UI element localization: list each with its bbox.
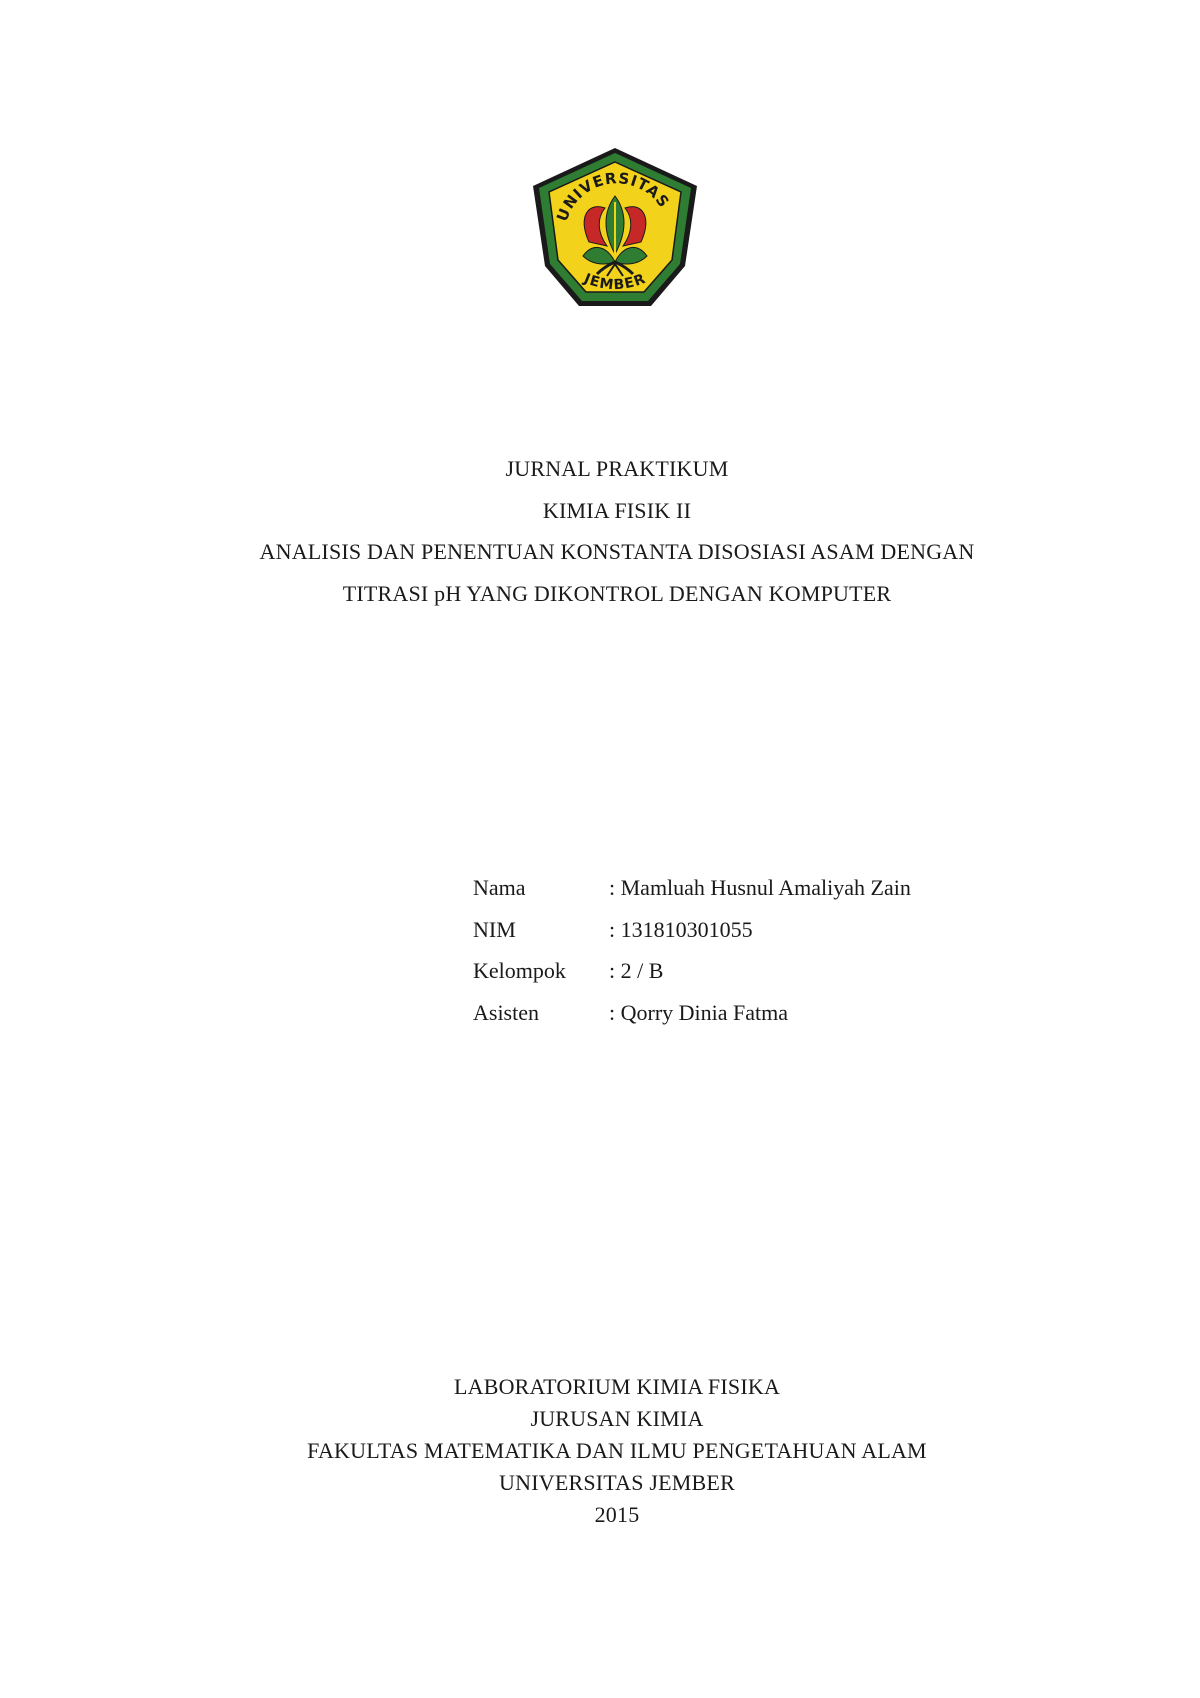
identity-label: Nama [473, 874, 526, 900]
logo-top-text: UNIVERSITAS [552, 169, 674, 224]
identity-value: : 131810301055 [609, 916, 753, 942]
identity-table [473, 867, 911, 1034]
identity-value: : Mamluah Husnul Amaliyah Zain [609, 874, 911, 900]
identity-label: NIM [473, 916, 516, 942]
identity-row-group [473, 950, 911, 992]
title-line-course: KIMIA FISIK II [542, 497, 692, 523]
identity-label: Kelompok [473, 958, 566, 984]
institution-footer [0, 1371, 1200, 1531]
footer-lab: LABORATORIUM KIMIA FISIKA [453, 1374, 781, 1399]
identity-row-nim [473, 909, 911, 951]
footer-year: 2015 [594, 1502, 640, 1527]
title-line-topic-2: TITRASI pH YANG DIKONTROL DENGAN KOMPUTER [342, 581, 892, 607]
logo-bottom-text: JEMBER [581, 270, 649, 294]
identity-label: Asisten [473, 999, 539, 1025]
footer-university: UNIVERSITAS JEMBER [499, 1470, 735, 1495]
footer-faculty: FAKULTAS MATEMATIKA DAN ILMU PENGETAHUAN ALAM [307, 1438, 927, 1463]
title-line-topic-1: ANALISIS DAN PENENTUAN KONSTANTA DISOSIASI ASAM DENGAN [259, 539, 975, 565]
title-line-journal: JURNAL PRAKTIKUM [505, 456, 729, 481]
university-logo [527, 146, 703, 310]
footer-department: JURUSAN KIMIA [530, 1406, 704, 1431]
identity-value: : 2 / B [609, 958, 664, 984]
report-title [0, 448, 1200, 615]
identity-row-assistant [473, 992, 911, 1034]
identity-value: : Qorry Dinia Fatma [609, 999, 789, 1025]
identity-row-name [473, 867, 911, 909]
